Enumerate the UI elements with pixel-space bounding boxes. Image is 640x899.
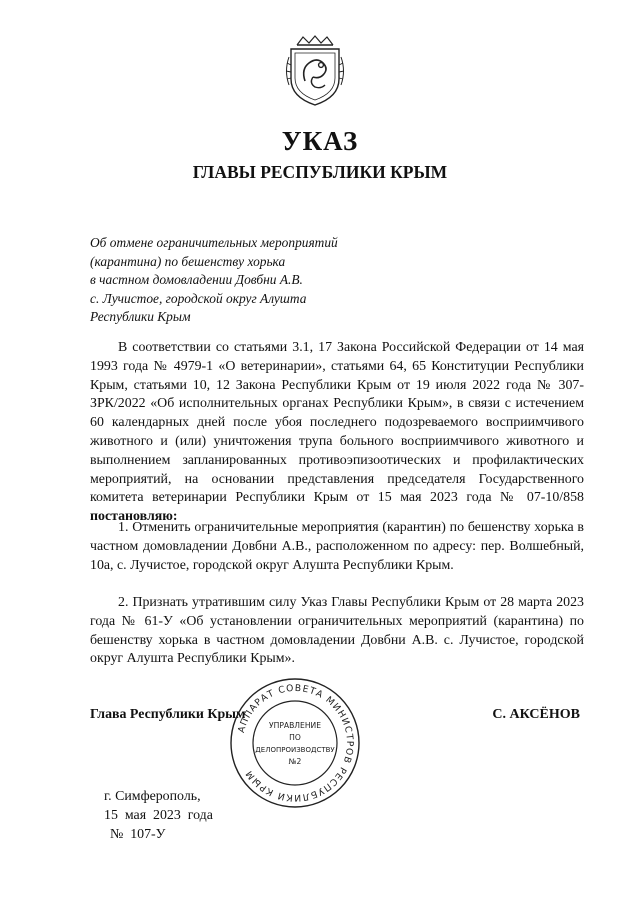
decree-item-1: 1. Отменить ограничительные мероприятия (карантин) по бешенству хорька в частном домовладении Довбни А.В., расположенном по адресу: пер. Волшебный, 10а, с. Лучистое, городской округ Алушта Республики Крым. xyxy=(90,520,584,573)
document-subtitle: ГЛАВЫ РЕСПУБЛИКИ КРЫМ xyxy=(192,162,448,182)
signatory-name: С. АКСЁНОВ xyxy=(492,707,580,722)
subject-line: в частном домовладении Довбни А.В. xyxy=(90,272,303,288)
stamp-center-line: УПРАВЛЕНИЕ xyxy=(268,721,322,730)
stamp-center-line: ДЕЛОПРОИЗВОДСТВУ xyxy=(255,746,335,754)
preamble-paragraph xyxy=(90,339,584,527)
subject-line: (карантина) по бешенству хорька xyxy=(90,253,286,269)
signatory-position: Глава Республики Крым xyxy=(90,707,246,722)
issue-date: 15 мая 2023 года xyxy=(104,808,213,823)
decree-item-2: 2. Признать утратившим силу Указ Главы Республики Крым от 28 марта 2023 года № 61-У «Об установлении ограничительных мероприятий (карантина) по бешенству хорька в частном домовладении Довбни А.В. с. Лучистое, городской округ Алушта Республики Крым». xyxy=(90,595,584,667)
issue-details xyxy=(104,787,213,844)
document-subject xyxy=(90,234,410,327)
official-stamp xyxy=(228,676,362,810)
stamp-center-line: ПО xyxy=(289,733,301,742)
crimea-coat-of-arms-icon xyxy=(283,35,347,107)
issue-city: г. Симферополь, xyxy=(104,789,201,804)
stamp-center-line: №2 xyxy=(288,757,302,766)
subject-line: Об отмене ограничительных мероприятий xyxy=(90,235,338,250)
subject-line: Республики Крым xyxy=(90,309,191,325)
document-title: УКАЗ xyxy=(281,126,359,156)
decree-word: постановляю: xyxy=(90,509,178,525)
document-number: № 107-У xyxy=(110,827,166,842)
stamp-ring-text: АППАРАТ СОВЕТА МИНИСТРОВ РЕСПУБЛИКИ КРЫМ xyxy=(236,682,356,804)
preamble-text: В соответствии со статьями 3.1, 17 Закона Российской Федерации от 14 мая 1993 года № 4979-1 «О ветеринарии», статьями 64, 65 Конституции Республики Крым, статьями 10, 12 Закона Республики Крым от 19 июля 2022 года № 307-ЗРК/2022 «Об исполнительных органах Республики Крым», в связи с истечением 60 календарных дней после убоя последнего подозреваемого восприимчивого животного и (или) уничтожения трупа больного восприимчивого животного и выполнением запланированных противоэпизоотических и профилактических мероприятий, на основании представления председателя Государственного комитета ветеринарии Республики Крым от 15 мая 2023 года № 07-10/858 xyxy=(90,340,584,506)
subject-line: с. Лучистое, городской округ Алушта xyxy=(90,290,307,306)
